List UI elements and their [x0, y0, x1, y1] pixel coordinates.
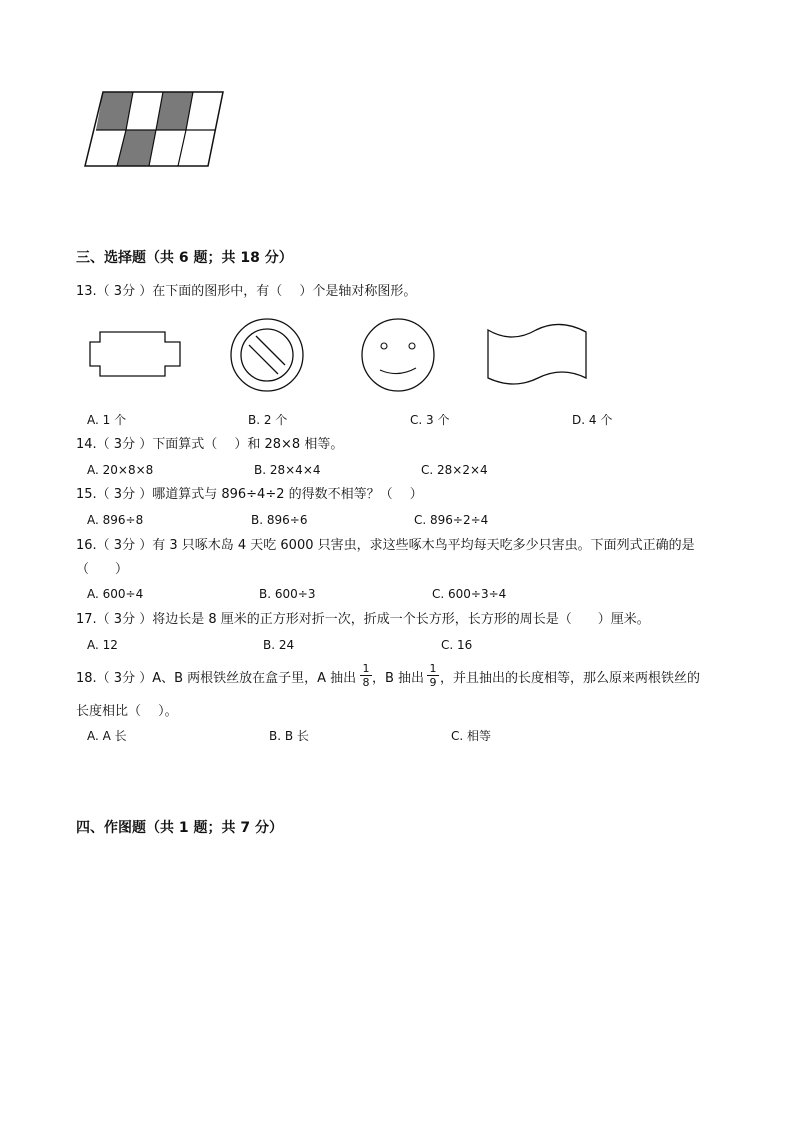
question-18-stem-part-b: ，B 抽出	[372, 671, 425, 686]
q13-option-d[interactable]: D. 4 个	[572, 413, 613, 427]
smiley-face-icon	[362, 319, 434, 391]
question-18-stem-part-a: 18.（ 3分 ）A、B 两根铁丝放在盒子里，A 抽出	[76, 671, 357, 686]
q16-option-c[interactable]: C. 600÷3÷4	[432, 587, 507, 601]
fraction-one-eighth	[360, 663, 372, 688]
fraction-denominator: 9	[429, 676, 437, 689]
grid-line	[178, 130, 186, 166]
q15-option-c[interactable]: C. 896÷2÷4	[414, 513, 489, 527]
q14-option-a[interactable]: A. 20×8×8	[87, 463, 154, 477]
fraction-numerator: 1	[362, 662, 370, 675]
fraction-one-ninth	[427, 663, 439, 688]
wavy-banner-icon	[488, 324, 586, 384]
question-14-stem: 14.（ 3分 ）下面算式（ ）和 28×8 相等。	[76, 437, 344, 452]
q18-option-c[interactable]: C. 相等	[451, 729, 492, 743]
q13-option-b[interactable]: B. 2 个	[248, 413, 288, 427]
q16-option-b[interactable]: B. 600÷3	[259, 587, 316, 601]
q14-option-b[interactable]: B. 28×4×4	[254, 463, 321, 477]
q13-figures	[0, 318, 794, 398]
q13-option-a[interactable]: A. 1 个	[87, 413, 127, 427]
question-16-stem-continued: （ ）	[76, 562, 129, 577]
fraction-denominator: 8	[362, 676, 370, 689]
q18-option-b[interactable]: B. B 长	[269, 729, 309, 743]
q13-option-c[interactable]: C. 3 个	[410, 413, 450, 427]
question-15-stem: 15.（ 3分 ）哪道算式与 896÷4÷2 的得数不相等？（ ）	[76, 487, 423, 502]
q15-option-a[interactable]: A. 896÷8	[87, 513, 144, 527]
q17-option-a[interactable]: A. 12	[87, 638, 118, 652]
parallelogram-grid-figure	[0, 0, 794, 200]
question-18-stem-part-c: ，并且抽出的长度相等，那么原来两根铁丝的	[440, 671, 701, 686]
q18-option-a[interactable]: A. A 长	[87, 729, 127, 743]
section-title: 三、选择题（共 6 题；共 18 分）	[76, 250, 293, 266]
q15-option-b[interactable]: B. 896÷6	[251, 513, 308, 527]
question-16-stem: 16.（ 3分 ）有 3 只啄木岛 4 天吃 6000 只害虫，求这些啄木鸟平均每天吃多少只害虫。下面列式正确的是	[76, 538, 695, 553]
question-18-stem-continued: 长度相比（ ）。	[76, 704, 178, 719]
q16-option-a[interactable]: A. 600÷4	[87, 587, 144, 601]
question-17-stem: 17.（ 3分 ）将边长是 8 厘米的正方形对折一次，折成一个长方形，长方形的周长是（ ）厘米。	[76, 612, 650, 627]
q17-option-c[interactable]: C. 16	[441, 638, 473, 652]
notched-rectangle-icon	[90, 332, 180, 376]
prohibition-sign-icon	[231, 319, 303, 391]
question-13-stem: 13.（ 3分 ）在下面的图形中，有（ ）个是轴对称图形。	[76, 284, 417, 299]
fraction-numerator: 1	[429, 662, 437, 675]
q14-option-c[interactable]: C. 28×2×4	[421, 463, 488, 477]
section-title: 四、作图题（共 1 题；共 7 分）	[76, 820, 283, 836]
q17-option-b[interactable]: B. 24	[263, 638, 295, 652]
